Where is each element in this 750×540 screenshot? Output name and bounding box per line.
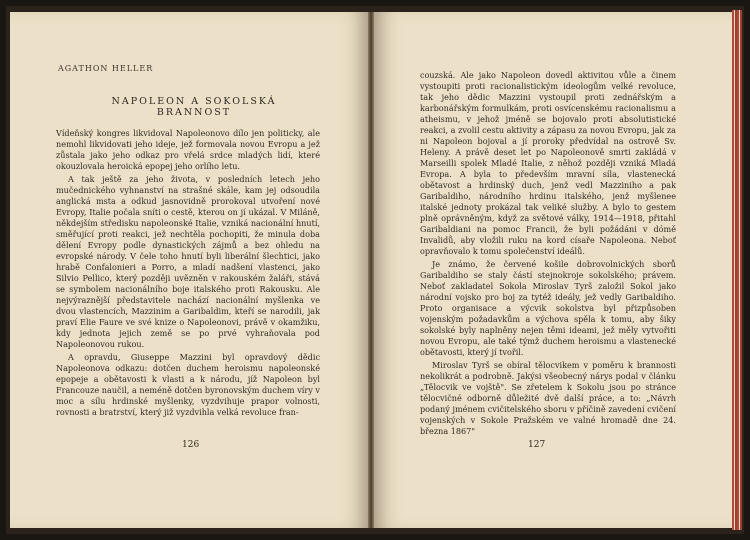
- right-paragraph-1: couzská. Ale jako Napoleon dovedl aktivitou vůle a činem vystoupiti proti racionalistickým ideologům velké revoluce, tak jeho dědic Mazzini vystoupil proti zednářským a karbonářským formulkám, proti osvícenskému racionalismu a atheismu, v jehož jméně se bojovalo proti absolutistické reakci, a zvolil cestu aktivity a zápasu za novou Evropu, jak za ni Napoleon bojoval a jí proroky předvídal na ostrově Sv. Heleny. A právě deset let po Napoleonově smrti zakládá v Marseilli spolek Mladé Italie, z něhož později vzniká Mladá Evropa. A byla to především mravní síla, vlastenecká obětavost a hrdinský duch, jenž vedl Mazziniho a pak Garibaldiho, národního hrdinu italského, jenž myšlenee italské jednoty prokázal tak veliké služby. A bylo to gestem plně oprávněným, když za světové války, 1914—1918, přitahl Garibaldiani na pomoc Francii, že byli požádáni v dómě Invalidů, aby vložili ruku na kord císaře Napoleona. Neboť opravňovalo k tomu společenství ideálů.: [420, 70, 676, 256]
- left-paragraph-2: A tak ještě za jeho života, v posledních letech jeho mučednického vyhnanství na strašné skále, kam jej odsoudila anglická msta a odkud jasnovidně prorokoval utvoření nové Evropy, Italie počala sníti o cestě, kterou on jí ukázal. V Miláně, někdejším středisku napoleonské Italie, vzniká nacionální hnutí, směřující proti reakci, jež nechtěla pochopiti, že minula doba dělení Evropy podle dynastických zájmů a bez ohledu na evropské národy. V čele toho hnutí byli liberální šlechtici, jako hrabě Confalonieri a Porro, a mladí nadšení vlastenci, jako Silvio Pellico, který později uvězněn v rakouském žaláři, stává se symbolem nacionálního boje italského proti Rakousku. Ale nejvýraznější představitele nachází nacionální myšlenka ve dvou vlastencích, Mazzinim a Garibaldim, kteří se narodili, jak praví Elie Faure ve své knize o Napoleonovi, právě v okamžiku, kdy jednota jejich země se po prvé vyhraňovala pod Napoleonovou rukou.: [56, 174, 320, 349]
- page-number-right: 127: [528, 440, 546, 450]
- page-edge-strip: [732, 10, 742, 530]
- right-page-text: [420, 70, 676, 439]
- page-number-left: 126: [182, 440, 200, 450]
- left-paragraph-1: Vídeňský kongres likvidoval Napoleonovo dílo jen politicky, ale nemohl likvidovati jeho ideje, jež formovala novou Evropu a jež zůstala jako jeho odkaz pro vřelá srdce mladých lidí, které okouzlovala heroická epopej jeho orlího letu.: [56, 128, 320, 171]
- running-head: AGATHON HELLER: [58, 64, 154, 73]
- chapter-title: NAPOLEON A SOKOLSKÁ BRANNOST: [111, 96, 277, 118]
- left-paragraph-3: A opravdu, Giuseppe Mazzini byl opravdový dědic Napoleonova odkazu: dotčen duchem heroismu napoleonské epopeje a obětavosti k vlasti a k národu, jíž Napoleon byl Francouze naučil, a neméně dotčen byronovským duchem víry v moc a sílu hrdinské myšlenky, vyzdvihuje prapor volnosti, rovnosti a bratrství, který již vyzdvihla velká revoluce fran-: [56, 352, 320, 417]
- right-paragraph-2: Je známo, že červené košile dobrovolnických sborů Garibaldiho se staly částí stejnokroje sokolského; právem. Neboť zakladatel Sokola Miroslav Tyrš založil Sokol jako národní vojsko pro boj za tytéž ideály, jež vedly Garibaldiho. Proto organisace a výcvik sokolstva byl přizpůsoben vojenským požadavkům a výchova spěla k tomu, aby šiky sokolské byly naplněny nejen těmi ideami, jež měly vytvořiti novou Evropu, ale také týmž duchem heroismu a vlastenecké obětavosti, který jí tvořil.: [420, 259, 676, 357]
- right-paragraph-3: Miroslav Tyrš se obíral tělocvikem v poměru k brannosti nekolikrát a podrobně. Jakýsi všeobecný nárys podal v článku „Tělocvik ve vojště". Se zřetelem k Sokolu jsou po stránce tělocvičné odborně důležité dvě další práce, a to: „Návrh podaný jménem cvičitelského sboru v příčině zavedení cvičení vojenských v Sokole Pražském ve valné hromadě dne 24. března 1867": [420, 360, 676, 436]
- left-page-text: [56, 128, 320, 420]
